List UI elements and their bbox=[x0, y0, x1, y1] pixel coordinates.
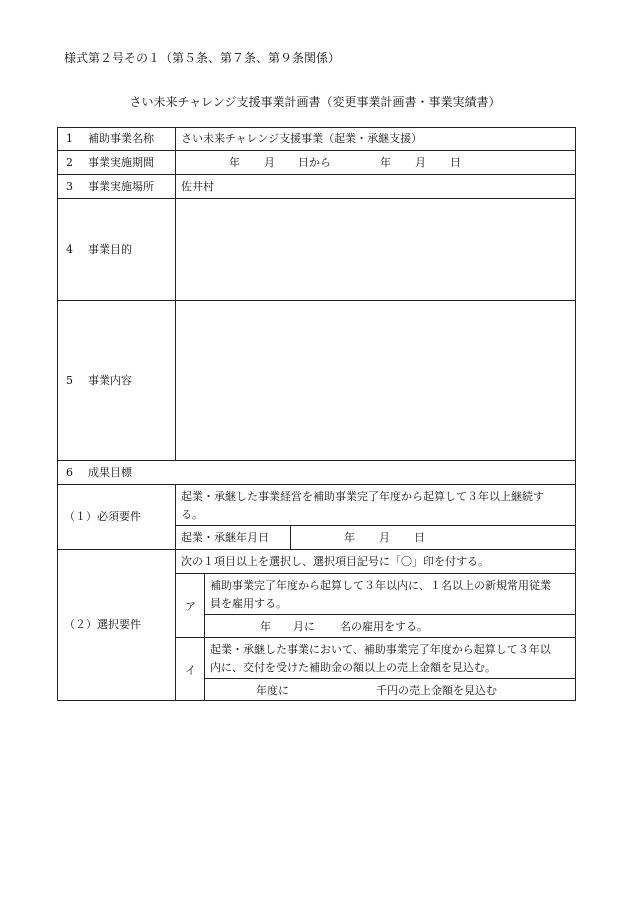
start-date-month: 月 bbox=[379, 531, 390, 544]
option-i-rest: 千円の売上金額を見込む bbox=[376, 684, 497, 697]
row-number: 6 bbox=[66, 466, 73, 479]
option-i-line2: 内に、交付を受けた補助金の額以上の売上金額を見込む。 bbox=[210, 661, 496, 674]
required-text-line2: る。 bbox=[181, 508, 203, 521]
optional-instruction: 次の１項目以上を選択し、選択項目記号に「〇」印を付する。 bbox=[181, 555, 489, 568]
period-start-month: 月 bbox=[264, 156, 275, 169]
column-divider bbox=[175, 128, 176, 460]
row-divider bbox=[58, 549, 575, 550]
row-label: 事業目的 bbox=[88, 243, 132, 256]
column-divider bbox=[175, 484, 176, 700]
row-label: 成果目標 bbox=[88, 466, 132, 479]
row-divider bbox=[204, 678, 575, 679]
start-date-label: 起業・承継年月日 bbox=[181, 531, 269, 544]
period-start-day: 日から bbox=[298, 156, 331, 169]
option-i-line1: 起業・承継した事業において、補助事業完了年度から起算して３年以 bbox=[210, 643, 551, 656]
row-divider bbox=[204, 614, 575, 615]
row-number: 1 bbox=[66, 132, 73, 145]
period-end-year: 年 bbox=[380, 156, 391, 169]
form-number: 様式第２号その１（第５条、第７条、第９条関係） bbox=[64, 51, 341, 65]
row-divider bbox=[175, 573, 575, 574]
option-a-rest: 名の雇用をする。 bbox=[340, 620, 428, 633]
location-value: 佐井村 bbox=[181, 180, 214, 193]
row-label: 事業実施場所 bbox=[88, 180, 154, 193]
row-divider bbox=[58, 300, 575, 301]
period-end-month: 月 bbox=[415, 156, 426, 169]
period-start-year: 年 bbox=[229, 156, 240, 169]
row-divider bbox=[58, 174, 575, 175]
row-number: 5 bbox=[66, 374, 73, 387]
column-divider bbox=[290, 525, 291, 549]
option-a-line1: 補助事業完了年度から起算して３年以内に、１名以上の新規常用従業 bbox=[210, 579, 551, 592]
option-a-month: 月に bbox=[293, 620, 315, 633]
start-date-day: 日 bbox=[414, 531, 425, 544]
row-number: 3 bbox=[66, 180, 73, 193]
column-divider bbox=[204, 573, 205, 700]
row-divider bbox=[58, 150, 575, 151]
option-a-mark[interactable]: ア bbox=[185, 600, 196, 613]
option-a-line2: 員を雇用する。 bbox=[210, 597, 287, 610]
option-a-year: 年 bbox=[260, 620, 271, 633]
option-i-mark[interactable]: イ bbox=[185, 664, 196, 677]
row-number: 2 bbox=[66, 156, 73, 169]
start-date-year: 年 bbox=[344, 531, 355, 544]
required-label: （１）必須要件 bbox=[64, 510, 141, 523]
row-label: 事業内容 bbox=[88, 374, 132, 387]
row-divider bbox=[58, 198, 575, 199]
option-i-year: 年度に bbox=[256, 684, 289, 697]
required-text-line1: 起業・承継した事業経営を補助事業完了年度から起算して３年以上継続す bbox=[181, 490, 544, 503]
row-divider bbox=[175, 525, 575, 526]
period-end-day: 日 bbox=[450, 156, 461, 169]
row-divider bbox=[175, 637, 575, 638]
plan-table bbox=[57, 127, 576, 701]
row-number: 4 bbox=[66, 243, 73, 256]
optional-label: （２）選択要件 bbox=[64, 618, 141, 631]
document-title: さい未来チャレンジ支援事業計画書（変更事業計画書・事業実績書） bbox=[129, 95, 501, 109]
row-label: 補助事業名称 bbox=[88, 132, 154, 145]
row-divider bbox=[58, 460, 575, 461]
row-divider bbox=[58, 484, 575, 485]
project-name-value: さい未来チャレンジ支援事業（起業・承継支援） bbox=[181, 132, 423, 145]
row-label: 事業実施期間 bbox=[88, 156, 154, 169]
